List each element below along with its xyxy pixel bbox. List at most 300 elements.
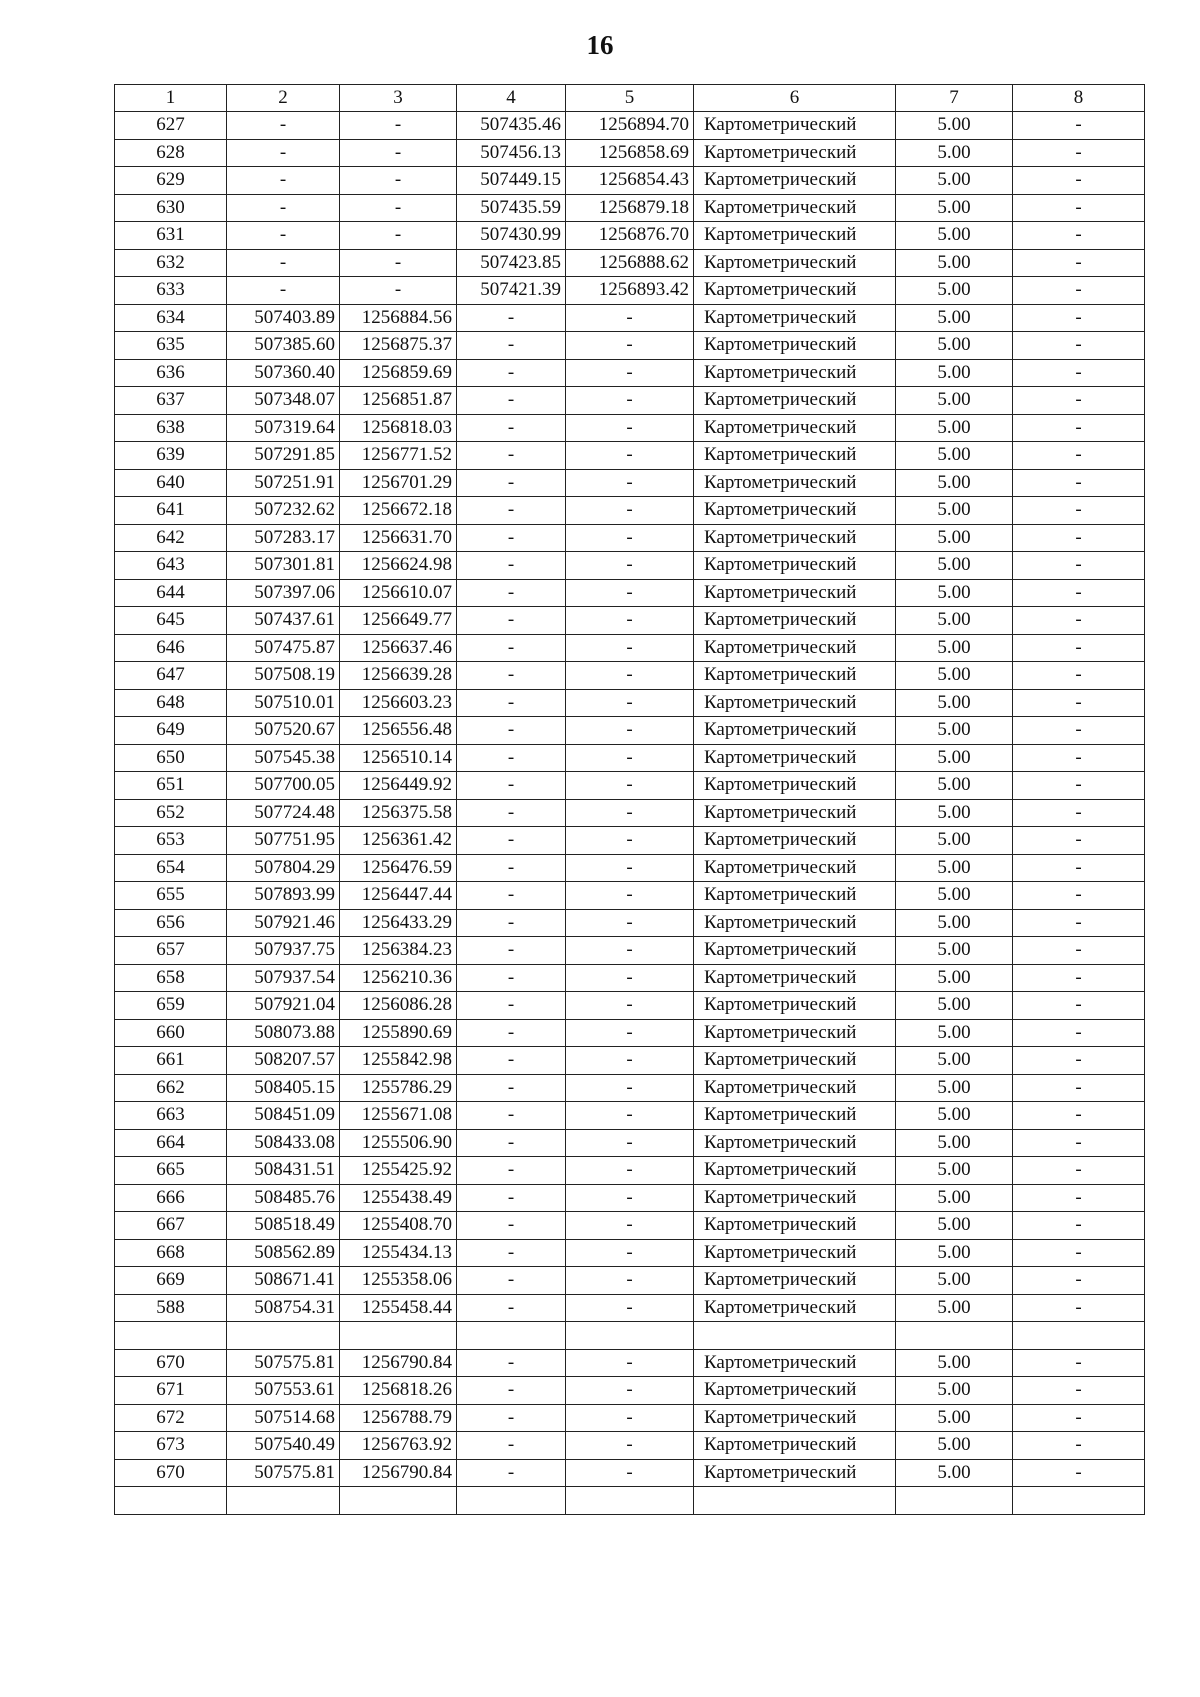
table-cell: 1256790.84 (340, 1349, 457, 1377)
table-row (115, 552, 1145, 580)
table-cell: 1256637.46 (340, 634, 457, 662)
table-cell: - (566, 964, 694, 992)
table-cell: 647 (115, 662, 227, 690)
table-cell: - (566, 469, 694, 497)
table-cell: 646 (115, 634, 227, 662)
table-row (115, 1102, 1145, 1130)
table-cell: - (566, 799, 694, 827)
table-cell: - (566, 909, 694, 937)
table-cell: 507449.15 (457, 167, 566, 195)
column-header: 4 (457, 85, 566, 112)
table-cell: 635 (115, 332, 227, 360)
table-cell: Картометрический (694, 662, 896, 690)
table-cell: 5.00 (896, 552, 1013, 580)
table-cell: - (1013, 249, 1145, 277)
table-cell: 508207.57 (227, 1047, 340, 1075)
table-row (115, 497, 1145, 525)
table-cell: 5.00 (896, 689, 1013, 717)
table-cell: 5.00 (896, 827, 1013, 855)
table-cell: - (1013, 1349, 1145, 1377)
table-cell: 1256893.42 (566, 277, 694, 305)
table-cell: 1256086.28 (340, 992, 457, 1020)
table-row (115, 139, 1145, 167)
table-cell: 507403.89 (227, 304, 340, 332)
table-row (115, 1267, 1145, 1295)
table-cell: Картометрический (694, 607, 896, 635)
table-cell: - (566, 442, 694, 470)
column-header: 8 (1013, 85, 1145, 112)
table-row (115, 387, 1145, 415)
table-cell: - (1013, 1267, 1145, 1295)
table-cell: 1256851.87 (340, 387, 457, 415)
table-cell: 1255408.70 (340, 1212, 457, 1240)
table-cell: 507921.04 (227, 992, 340, 1020)
table-cell: - (1013, 1157, 1145, 1185)
table-cell: 5.00 (896, 1267, 1013, 1295)
table-cell: - (1013, 1432, 1145, 1460)
table-cell: - (1013, 194, 1145, 222)
table-cell: - (1013, 387, 1145, 415)
table-cell: 508518.49 (227, 1212, 340, 1240)
table-cell: 1256556.48 (340, 717, 457, 745)
table-cell: 5.00 (896, 414, 1013, 442)
table-cell (694, 1487, 896, 1515)
table-cell: 657 (115, 937, 227, 965)
table-cell: - (1013, 909, 1145, 937)
table-cell: - (340, 222, 457, 250)
table-cell: 653 (115, 827, 227, 855)
table-row (115, 607, 1145, 635)
table-cell: 5.00 (896, 442, 1013, 470)
table-cell: - (1013, 1019, 1145, 1047)
table-row (115, 772, 1145, 800)
table-cell: 642 (115, 524, 227, 552)
table-cell: 507475.87 (227, 634, 340, 662)
table-cell: - (457, 964, 566, 992)
table-cell: 654 (115, 854, 227, 882)
table-cell: - (457, 1239, 566, 1267)
coordinates-table (114, 84, 1145, 1515)
table-cell: 1256433.29 (340, 909, 457, 937)
table-cell: - (566, 992, 694, 1020)
table-cell: - (1013, 717, 1145, 745)
table-row (115, 304, 1145, 332)
table-cell: 5.00 (896, 909, 1013, 937)
table-cell: - (457, 1212, 566, 1240)
table-cell: - (340, 277, 457, 305)
table-cell: 5.00 (896, 1432, 1013, 1460)
table-cell: - (566, 414, 694, 442)
column-header: 3 (340, 85, 457, 112)
table-cell: Картометрический (694, 1047, 896, 1075)
table-cell: 648 (115, 689, 227, 717)
table-cell (115, 1487, 227, 1515)
table-cell: - (457, 1102, 566, 1130)
table-cell: 5.00 (896, 304, 1013, 332)
table-cell: 5.00 (896, 744, 1013, 772)
table-cell (566, 1322, 694, 1350)
table-cell: - (457, 744, 566, 772)
table-cell: - (566, 1047, 694, 1075)
table-cell (340, 1487, 457, 1515)
table-cell: Картометрический (694, 1074, 896, 1102)
table-cell: - (457, 1404, 566, 1432)
table-cell: 669 (115, 1267, 227, 1295)
table-cell: Картометрический (694, 112, 896, 140)
table-cell: 1256610.07 (340, 579, 457, 607)
table-cell: - (457, 1459, 566, 1487)
table-cell: - (566, 717, 694, 745)
table-cell: - (566, 607, 694, 635)
table-cell: 662 (115, 1074, 227, 1102)
table-cell: Картометрический (694, 359, 896, 387)
table-row (115, 1294, 1145, 1322)
table-cell: - (457, 607, 566, 635)
table-cell: - (566, 359, 694, 387)
table-cell: 632 (115, 249, 227, 277)
table-cell: 5.00 (896, 524, 1013, 552)
table-cell: Картометрический (694, 1019, 896, 1047)
table-cell: 5.00 (896, 1349, 1013, 1377)
table-cell: Картометрический (694, 1239, 896, 1267)
table-cell: - (227, 139, 340, 167)
table-cell: 652 (115, 799, 227, 827)
table-cell: - (566, 1267, 694, 1295)
table-row (115, 1019, 1145, 1047)
table-cell: 1255438.49 (340, 1184, 457, 1212)
table-cell: 5.00 (896, 387, 1013, 415)
table-cell: - (566, 387, 694, 415)
table-cell: - (1013, 112, 1145, 140)
table-cell: - (457, 772, 566, 800)
table-cell: 507232.62 (227, 497, 340, 525)
table-cell: 633 (115, 277, 227, 305)
table-cell: 1255458.44 (340, 1294, 457, 1322)
table-cell: Картометрический (694, 1377, 896, 1405)
table-cell: - (457, 909, 566, 937)
table-cell: 1256790.84 (340, 1459, 457, 1487)
table-cell: - (1013, 689, 1145, 717)
table-cell: Картометрический (694, 964, 896, 992)
table-cell: 508073.88 (227, 1019, 340, 1047)
table-row (115, 167, 1145, 195)
table-cell: - (1013, 1184, 1145, 1212)
table-cell: 507397.06 (227, 579, 340, 607)
table-cell: 507435.46 (457, 112, 566, 140)
table-cell: 638 (115, 414, 227, 442)
table-cell: 5.00 (896, 112, 1013, 140)
table-cell: 651 (115, 772, 227, 800)
table-cell: Картометрический (694, 1294, 896, 1322)
table-cell: 507348.07 (227, 387, 340, 415)
table-cell: - (566, 854, 694, 882)
table-cell: - (566, 1377, 694, 1405)
table-cell: - (566, 1102, 694, 1130)
table-cell: 1256876.70 (566, 222, 694, 250)
column-header: 7 (896, 85, 1013, 112)
table-cell: - (457, 1267, 566, 1295)
table-cell: Картометрический (694, 1459, 896, 1487)
table-cell: - (1013, 992, 1145, 1020)
table-cell: 1256771.52 (340, 442, 457, 470)
table-row (115, 359, 1145, 387)
table-cell: 640 (115, 469, 227, 497)
table-cell: - (566, 497, 694, 525)
table-cell: - (457, 689, 566, 717)
table-cell (227, 1322, 340, 1350)
table-cell: 627 (115, 112, 227, 140)
table-cell: Картометрический (694, 1129, 896, 1157)
table-cell: 1256375.58 (340, 799, 457, 827)
table-cell (1013, 1322, 1145, 1350)
table-cell: Картометрический (694, 854, 896, 882)
table-cell: - (457, 717, 566, 745)
table-cell: - (457, 1047, 566, 1075)
table-cell: - (457, 882, 566, 910)
table-cell: - (457, 304, 566, 332)
table-cell: - (1013, 469, 1145, 497)
table-cell: 1255671.08 (340, 1102, 457, 1130)
table-cell (896, 1487, 1013, 1515)
table-cell: - (1013, 744, 1145, 772)
table-cell: 507319.64 (227, 414, 340, 442)
table-row (115, 1459, 1145, 1487)
table-cell: 5.00 (896, 1239, 1013, 1267)
table-cell: Картометрический (694, 524, 896, 552)
table-cell: - (566, 634, 694, 662)
table-cell: 507435.59 (457, 194, 566, 222)
table-cell: 507937.75 (227, 937, 340, 965)
table-cell: - (566, 662, 694, 690)
table-cell: Картометрический (694, 249, 896, 277)
table-row (115, 1432, 1145, 1460)
table-cell: 507575.81 (227, 1459, 340, 1487)
table-row (115, 937, 1145, 965)
table-cell: Картометрический (694, 167, 896, 195)
table-row (115, 1129, 1145, 1157)
table-cell: 5.00 (896, 249, 1013, 277)
table-cell: - (457, 497, 566, 525)
table-cell: - (457, 579, 566, 607)
table-row (115, 277, 1145, 305)
table-cell: 5.00 (896, 1377, 1013, 1405)
table-cell: 507514.68 (227, 1404, 340, 1432)
table-cell: 508754.31 (227, 1294, 340, 1322)
table-cell: 1256639.28 (340, 662, 457, 690)
table-cell: 671 (115, 1377, 227, 1405)
table-cell: 631 (115, 222, 227, 250)
table-cell: - (1013, 139, 1145, 167)
table-cell: 1256763.92 (340, 1432, 457, 1460)
table-row (115, 964, 1145, 992)
table-cell: 668 (115, 1239, 227, 1267)
table-cell: Картометрический (694, 799, 896, 827)
table-cell: Картометрический (694, 744, 896, 772)
table-cell (227, 1487, 340, 1515)
table-cell: 5.00 (896, 882, 1013, 910)
table-cell: 5.00 (896, 1212, 1013, 1240)
table-cell: 1256894.70 (566, 112, 694, 140)
table-cell: 1255506.90 (340, 1129, 457, 1157)
table-cell: 507545.38 (227, 744, 340, 772)
table-cell: 507283.17 (227, 524, 340, 552)
table-row (115, 222, 1145, 250)
table-cell: Картометрический (694, 469, 896, 497)
table-cell: - (566, 772, 694, 800)
table-cell: Картометрический (694, 909, 896, 937)
table-row (115, 1239, 1145, 1267)
table-cell (457, 1487, 566, 1515)
table-cell: - (1013, 1239, 1145, 1267)
table-cell: 5.00 (896, 992, 1013, 1020)
table-cell: 650 (115, 744, 227, 772)
table-cell: 656 (115, 909, 227, 937)
table-cell: - (1013, 634, 1145, 662)
table-cell: - (566, 1212, 694, 1240)
table-cell: 507751.95 (227, 827, 340, 855)
table-cell: - (1013, 277, 1145, 305)
table-cell: - (457, 1074, 566, 1102)
table-cell: 1255358.06 (340, 1267, 457, 1295)
table-cell: 5.00 (896, 332, 1013, 360)
table-cell: 1255890.69 (340, 1019, 457, 1047)
table-cell: - (1013, 1459, 1145, 1487)
table-cell: - (1013, 662, 1145, 690)
table-cell: 1256449.92 (340, 772, 457, 800)
table-cell: 5.00 (896, 497, 1013, 525)
table-row (115, 414, 1145, 442)
table-row (115, 662, 1145, 690)
table-cell: 5.00 (896, 139, 1013, 167)
table-cell: - (566, 552, 694, 580)
table-row (115, 1157, 1145, 1185)
table-cell: 507291.85 (227, 442, 340, 470)
table-cell: 1256603.23 (340, 689, 457, 717)
table-cell: - (1013, 359, 1145, 387)
table-cell: 1256649.77 (340, 607, 457, 635)
table-cell: - (1013, 1404, 1145, 1432)
table-cell: 641 (115, 497, 227, 525)
table-row (115, 882, 1145, 910)
table-cell: 507251.91 (227, 469, 340, 497)
table-cell: Картометрический (694, 552, 896, 580)
table-row (115, 524, 1145, 552)
table-cell: - (457, 992, 566, 1020)
table-row (115, 112, 1145, 140)
table-cell: - (227, 112, 340, 140)
table-cell: - (1013, 882, 1145, 910)
table-cell: 661 (115, 1047, 227, 1075)
table-cell: 634 (115, 304, 227, 332)
table-row (115, 909, 1145, 937)
table-cell: - (566, 1129, 694, 1157)
table-cell: - (227, 222, 340, 250)
table-cell: 1255842.98 (340, 1047, 457, 1075)
table-cell: - (1013, 497, 1145, 525)
table-cell: 1256788.79 (340, 1404, 457, 1432)
table-row (115, 579, 1145, 607)
table-cell: - (457, 799, 566, 827)
table-cell: - (566, 1294, 694, 1322)
table-row (115, 194, 1145, 222)
table-cell: 666 (115, 1184, 227, 1212)
table-cell: Картометрический (694, 717, 896, 745)
table-cell: 5.00 (896, 772, 1013, 800)
table-cell: 507360.40 (227, 359, 340, 387)
table-cell: 1256701.29 (340, 469, 457, 497)
table-cell: Картометрический (694, 937, 896, 965)
table-row (115, 332, 1145, 360)
table-row (115, 689, 1145, 717)
table-cell: 507301.81 (227, 552, 340, 580)
table-cell: 507893.99 (227, 882, 340, 910)
table-cell: 507421.39 (457, 277, 566, 305)
table-cell: 5.00 (896, 937, 1013, 965)
table-cell: Картометрический (694, 497, 896, 525)
table-cell: - (457, 414, 566, 442)
table-cell: 1256384.23 (340, 937, 457, 965)
table-cell: Картометрический (694, 1212, 896, 1240)
table-row (115, 469, 1145, 497)
table-cell: 507430.99 (457, 222, 566, 250)
table-cell: 1256447.44 (340, 882, 457, 910)
table-cell: - (566, 882, 694, 910)
table-cell: 1256879.18 (566, 194, 694, 222)
table-cell: 588 (115, 1294, 227, 1322)
table-cell: - (566, 579, 694, 607)
table-cell: 5.00 (896, 799, 1013, 827)
table-cell: Картометрический (694, 1404, 896, 1432)
table-cell: - (1013, 332, 1145, 360)
table-cell: 5.00 (896, 1019, 1013, 1047)
table-cell: 1256854.43 (566, 167, 694, 195)
table-cell: - (457, 332, 566, 360)
table-cell: - (566, 1349, 694, 1377)
table-cell: 5.00 (896, 1404, 1013, 1432)
table-cell (340, 1322, 457, 1350)
table-cell (566, 1487, 694, 1515)
table-cell: - (1013, 854, 1145, 882)
table-cell (1013, 1487, 1145, 1515)
table-cell: - (457, 469, 566, 497)
table-cell: 1256624.98 (340, 552, 457, 580)
table-cell: Картометрический (694, 882, 896, 910)
table-cell: - (457, 662, 566, 690)
table-cell: 5.00 (896, 1129, 1013, 1157)
table-cell: - (1013, 799, 1145, 827)
table-row (115, 1074, 1145, 1102)
table-cell: - (1013, 167, 1145, 195)
table-row (115, 1047, 1145, 1075)
table-cell: Картометрический (694, 689, 896, 717)
table-row (115, 1349, 1145, 1377)
table-cell: - (457, 359, 566, 387)
table-cell: Картометрический (694, 579, 896, 607)
table-cell: - (457, 827, 566, 855)
table-cell: 507510.01 (227, 689, 340, 717)
table-cell: - (457, 387, 566, 415)
table-cell: 1255425.92 (340, 1157, 457, 1185)
table-cell: Картометрический (694, 304, 896, 332)
table-cell: Картометрический (694, 277, 896, 305)
table-cell: 645 (115, 607, 227, 635)
table-cell: 5.00 (896, 1184, 1013, 1212)
table-cell: - (566, 304, 694, 332)
table-cell (896, 1322, 1013, 1350)
table-cell: - (1013, 1047, 1145, 1075)
table-cell: - (1013, 772, 1145, 800)
table-cell: 1256818.03 (340, 414, 457, 442)
